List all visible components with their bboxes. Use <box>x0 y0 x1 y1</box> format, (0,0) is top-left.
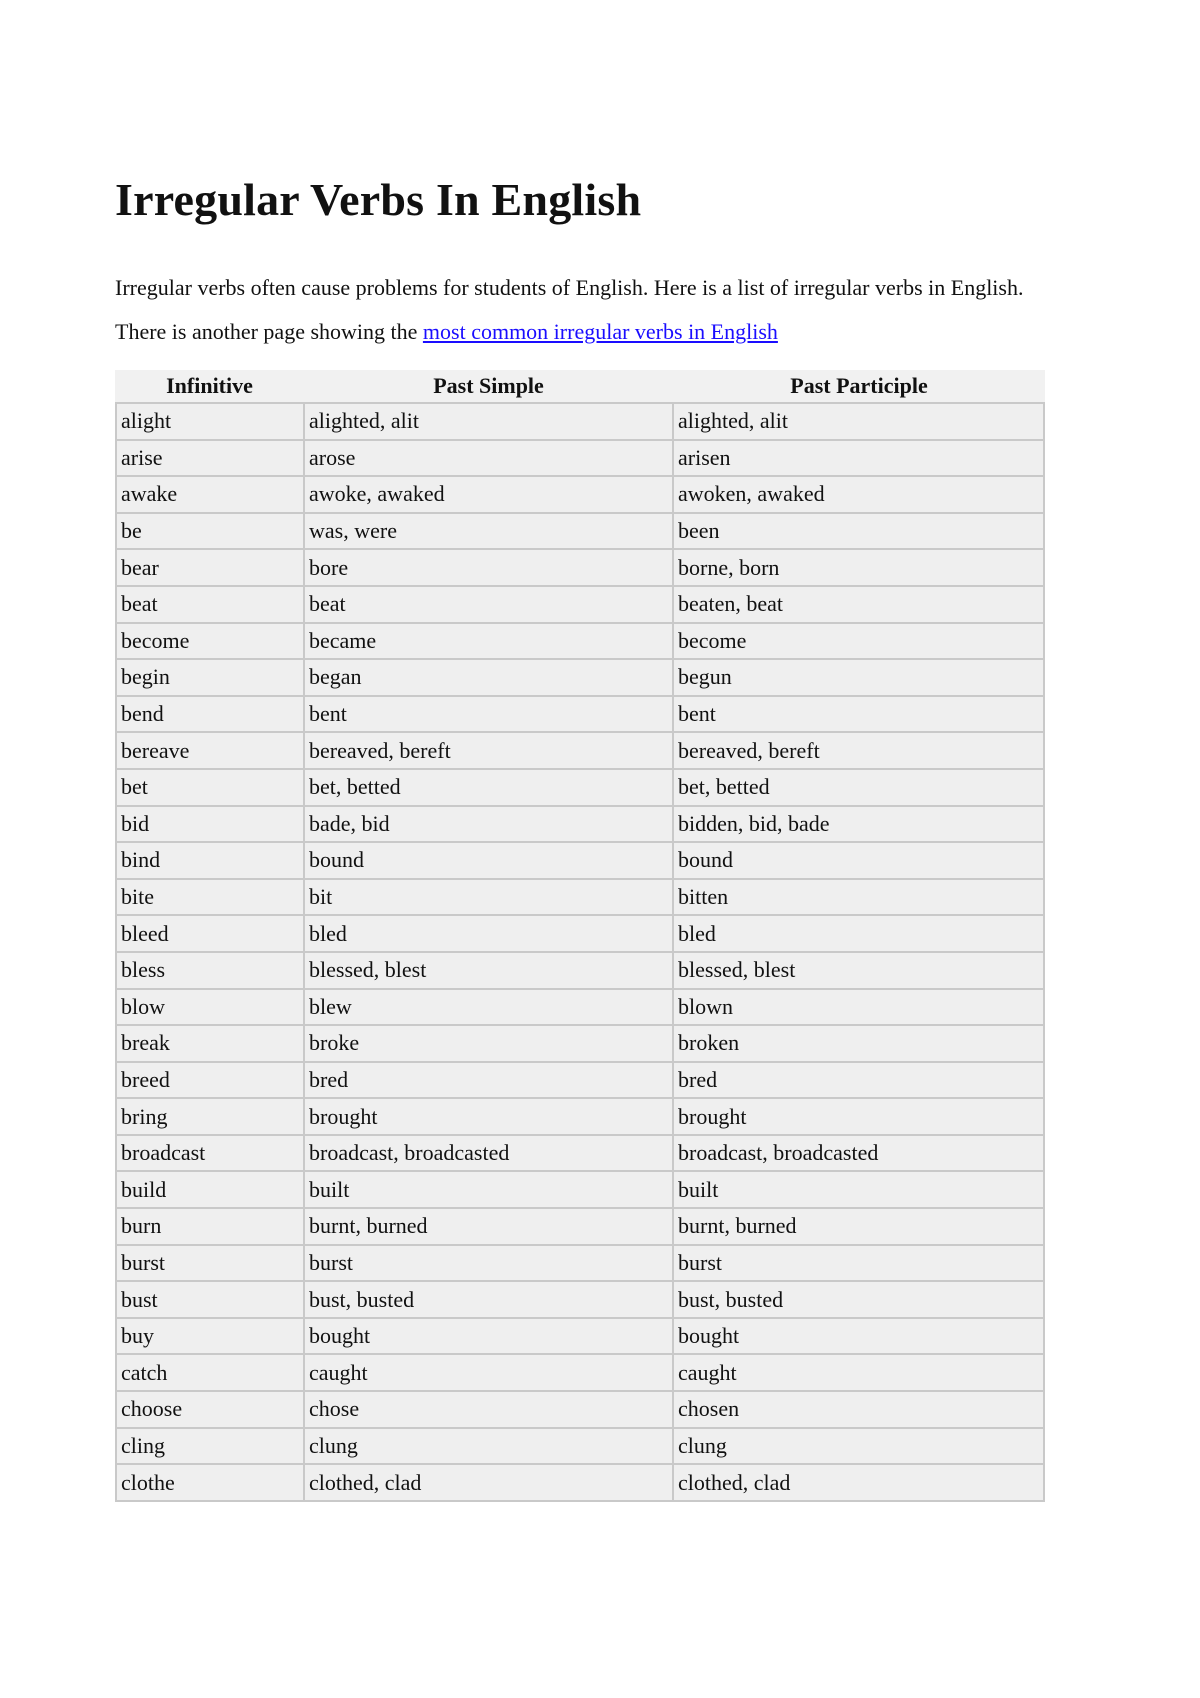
table-row <box>115 914 1045 951</box>
cell-past-simple: broadcast, broadcasted <box>304 1134 673 1171</box>
cell-past-participle: bereaved, bereft <box>673 731 1045 768</box>
cell-past-simple: chose <box>304 1390 673 1427</box>
irregular-verbs-table <box>115 370 1045 1502</box>
cell-past-participle: begun <box>673 658 1045 695</box>
cell-past-participle: arisen <box>673 439 1045 476</box>
cell-past-participle: broken <box>673 1024 1045 1061</box>
cell-infinitive: build <box>115 1170 304 1207</box>
cell-infinitive: begin <box>115 658 304 695</box>
cell-past-participle: clung <box>673 1427 1045 1464</box>
cell-past-participle: chosen <box>673 1390 1045 1427</box>
table-body <box>115 402 1045 1502</box>
cell-past-participle: bet, betted <box>673 768 1045 805</box>
table-row <box>115 548 1045 585</box>
cell-past-simple: became <box>304 622 673 659</box>
cell-past-participle: broadcast, broadcasted <box>673 1134 1045 1171</box>
table-row <box>115 402 1045 439</box>
cell-past-simple: blessed, blest <box>304 951 673 988</box>
table-row <box>115 841 1045 878</box>
cell-infinitive: break <box>115 1024 304 1061</box>
cell-past-simple: burst <box>304 1244 673 1281</box>
cell-past-participle: awoken, awaked <box>673 475 1045 512</box>
most-common-verbs-link[interactable]: most common irregular verbs in English <box>422 319 778 344</box>
cell-past-participle: borne, born <box>673 548 1045 585</box>
table-row <box>115 695 1045 732</box>
cell-past-simple: bit <box>304 878 673 915</box>
cell-past-simple: beat <box>304 585 673 622</box>
cell-infinitive: choose <box>115 1390 304 1427</box>
cell-past-simple: bade, bid <box>304 805 673 842</box>
table-row <box>115 1170 1045 1207</box>
cell-infinitive: buy <box>115 1317 304 1354</box>
cell-past-simple: bet, betted <box>304 768 673 805</box>
cell-past-participle: caught <box>673 1353 1045 1390</box>
cell-infinitive: bust <box>115 1280 304 1317</box>
table-row <box>115 1024 1045 1061</box>
cell-past-participle: brought <box>673 1097 1045 1134</box>
table-row <box>115 1061 1045 1098</box>
cell-past-simple: bent <box>304 695 673 732</box>
header-past-participle: Past Participle <box>673 370 1045 402</box>
cell-past-participle: bust, busted <box>673 1280 1045 1317</box>
cell-past-simple: awoke, awaked <box>304 475 673 512</box>
cell-past-simple: bound <box>304 841 673 878</box>
table-row <box>115 622 1045 659</box>
cell-past-participle: bought <box>673 1317 1045 1354</box>
cell-infinitive: burst <box>115 1244 304 1281</box>
cell-infinitive: breed <box>115 1061 304 1098</box>
intro-paragraph <box>115 266 1045 354</box>
cell-infinitive: bet <box>115 768 304 805</box>
cell-past-participle: bled <box>673 914 1045 951</box>
document-page <box>115 170 1045 1495</box>
cell-past-simple: began <box>304 658 673 695</box>
table-row <box>115 475 1045 512</box>
page-title: Irregular Verbs In English <box>115 174 642 225</box>
cell-past-simple: brought <box>304 1097 673 1134</box>
cell-past-simple: arose <box>304 439 673 476</box>
cell-infinitive: clothe <box>115 1463 304 1502</box>
table-row <box>115 1244 1045 1281</box>
cell-infinitive: be <box>115 512 304 549</box>
cell-past-participle: been <box>673 512 1045 549</box>
table-row <box>115 768 1045 805</box>
table-row <box>115 585 1045 622</box>
cell-infinitive: beat <box>115 585 304 622</box>
table-row <box>115 731 1045 768</box>
table-row <box>115 1097 1045 1134</box>
table-row <box>115 439 1045 476</box>
table-row <box>115 1390 1045 1427</box>
cell-past-participle: built <box>673 1170 1045 1207</box>
cell-past-simple: broke <box>304 1024 673 1061</box>
cell-infinitive: burn <box>115 1207 304 1244</box>
table-row <box>115 805 1045 842</box>
cell-infinitive: catch <box>115 1353 304 1390</box>
cell-past-participle: burnt, burned <box>673 1207 1045 1244</box>
cell-infinitive: bite <box>115 878 304 915</box>
cell-past-simple: bereaved, bereft <box>304 731 673 768</box>
table-header-row <box>115 370 1045 402</box>
cell-infinitive: bear <box>115 548 304 585</box>
table-row <box>115 878 1045 915</box>
table-row <box>115 988 1045 1025</box>
cell-infinitive: cling <box>115 1427 304 1464</box>
cell-past-simple: caught <box>304 1353 673 1390</box>
cell-past-participle: beaten, beat <box>673 585 1045 622</box>
cell-infinitive: arise <box>115 439 304 476</box>
cell-past-simple: bore <box>304 548 673 585</box>
table-row <box>115 1207 1045 1244</box>
cell-past-simple: alighted, alit <box>304 402 673 439</box>
cell-past-simple: burnt, burned <box>304 1207 673 1244</box>
cell-past-participle: become <box>673 622 1045 659</box>
cell-infinitive: bring <box>115 1097 304 1134</box>
cell-infinitive: bereave <box>115 731 304 768</box>
table-row <box>115 1317 1045 1354</box>
cell-infinitive: awake <box>115 475 304 512</box>
table-row <box>115 1427 1045 1464</box>
cell-infinitive: bend <box>115 695 304 732</box>
cell-past-simple: bust, busted <box>304 1280 673 1317</box>
table-row <box>115 1134 1045 1171</box>
cell-past-participle: bound <box>673 841 1045 878</box>
cell-infinitive: blow <box>115 988 304 1025</box>
table-row <box>115 1280 1045 1317</box>
table-row <box>115 1463 1045 1502</box>
cell-past-participle: bidden, bid, bade <box>673 805 1045 842</box>
cell-past-simple: blew <box>304 988 673 1025</box>
table-row <box>115 512 1045 549</box>
cell-past-simple: was, were <box>304 512 673 549</box>
cell-past-participle: burst <box>673 1244 1045 1281</box>
cell-past-participle: alighted, alit <box>673 402 1045 439</box>
cell-past-simple: clung <box>304 1427 673 1464</box>
cell-past-participle: bred <box>673 1061 1045 1098</box>
header-infinitive: Infinitive <box>115 370 304 402</box>
cell-infinitive: become <box>115 622 304 659</box>
cell-infinitive: bless <box>115 951 304 988</box>
cell-infinitive: alight <box>115 402 304 439</box>
cell-past-participle: clothed, clad <box>673 1463 1045 1502</box>
cell-past-participle: bent <box>673 695 1045 732</box>
cell-past-participle: bitten <box>673 878 1045 915</box>
header-past-simple: Past Simple <box>304 370 673 402</box>
cell-past-simple: clothed, clad <box>304 1463 673 1502</box>
table-row <box>115 658 1045 695</box>
table-row <box>115 1353 1045 1390</box>
cell-past-participle: blown <box>673 988 1045 1025</box>
cell-infinitive: bind <box>115 841 304 878</box>
intro-text: Irregular verbs often cause problems for students of English. Here is a list of irregular verbs in English. There is another page showing the <box>115 275 1024 344</box>
cell-past-participle: blessed, blest <box>673 951 1045 988</box>
cell-infinitive: bleed <box>115 914 304 951</box>
cell-infinitive: bid <box>115 805 304 842</box>
cell-past-simple: bred <box>304 1061 673 1098</box>
table-row <box>115 951 1045 988</box>
cell-infinitive: broadcast <box>115 1134 304 1171</box>
cell-past-simple: bled <box>304 914 673 951</box>
cell-past-simple: bought <box>304 1317 673 1354</box>
cell-past-simple: built <box>304 1170 673 1207</box>
